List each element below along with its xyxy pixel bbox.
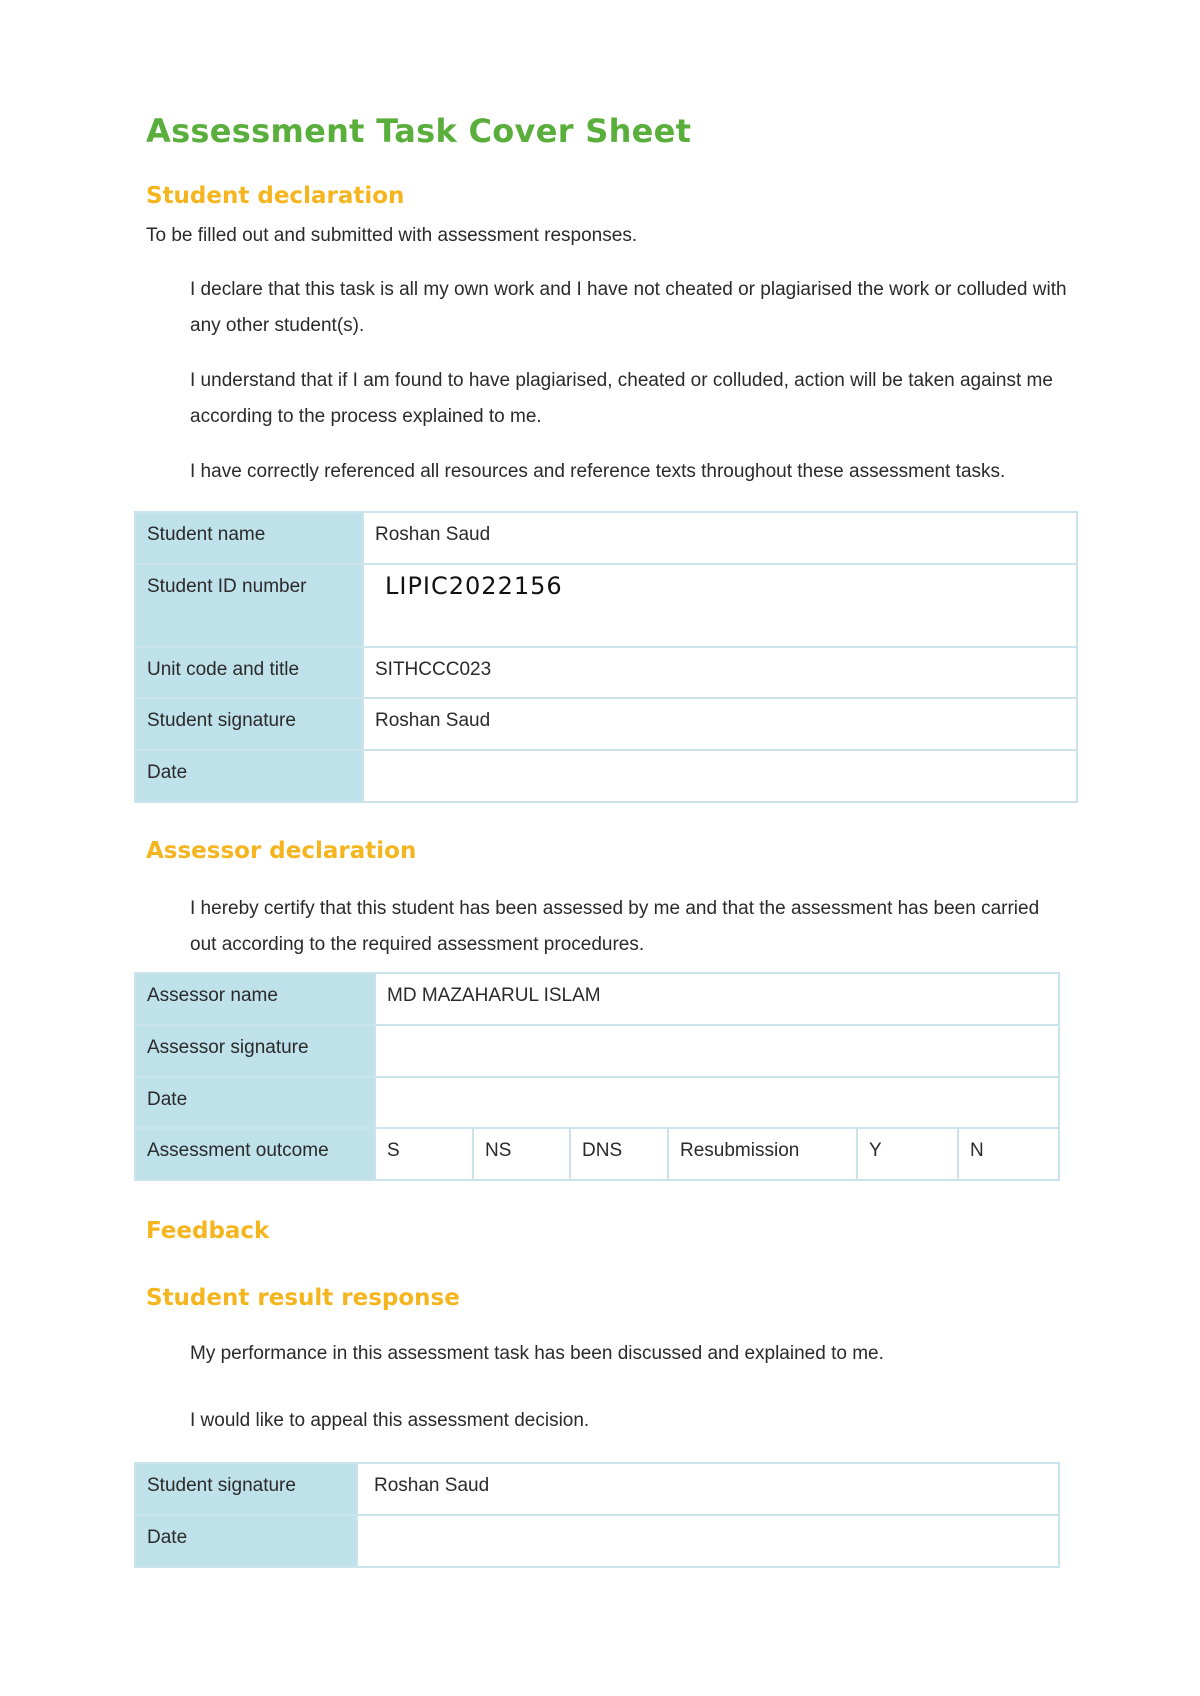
result-statement-discussed: My performance in this assessment task has been discussed and explained to me. — [190, 1343, 884, 1364]
response-date-label: Date — [135, 1515, 357, 1567]
response-date-row — [135, 1515, 1059, 1567]
assessor-details-table — [134, 972, 1060, 1181]
student-result-response-heading: Student result response — [146, 1285, 460, 1311]
response-signature-row — [135, 1463, 1059, 1515]
outcome-option-dns[interactable]: DNS — [570, 1128, 668, 1180]
student-details-table — [134, 511, 1078, 803]
student-signature-row — [135, 698, 1077, 750]
assessment-outcome-row — [135, 1128, 1059, 1180]
student-signature-label: Student signature — [135, 698, 363, 750]
student-declaration-heading: Student declaration — [146, 183, 405, 209]
declaration-statement-plagiarism: I understand that if I am found to have plagiarised, cheated or colluded, action will be taken against me according to the process explained to me. — [190, 370, 1053, 427]
student-id-row — [135, 564, 1077, 647]
declaration-statement-own-work: I declare that this task is all my own work and I have not cheated or plagiarised the work or colluded with any other student(s). — [190, 279, 1067, 336]
student-signature-field[interactable]: Roshan Saud — [363, 698, 1077, 750]
student-id-label: Student ID number — [135, 564, 363, 647]
student-name-label: Student name — [135, 512, 363, 564]
student-name-row — [135, 512, 1077, 564]
assessor-date-field[interactable] — [375, 1077, 1059, 1128]
assessment-outcome-label: Assessment outcome — [135, 1128, 375, 1180]
assessor-statement: I hereby certify that this student has been assessed by me and that the assessment has been carried out according to the required assessment procedures. — [190, 898, 1040, 955]
student-declaration-intro: To be filled out and submitted with assessment responses. — [146, 225, 638, 246]
unit-row — [135, 647, 1077, 698]
student-date-label: Date — [135, 750, 363, 802]
declaration-statement-referencing: I have correctly referenced all resources and reference texts throughout these assessment tasks. — [190, 461, 1006, 482]
assessor-declaration-heading: Assessor declaration — [146, 838, 417, 864]
student-response-table — [134, 1462, 1060, 1568]
assessor-name-field[interactable]: MD MAZAHARUL ISLAM — [375, 973, 1059, 1025]
outcome-option-ns[interactable]: NS — [473, 1128, 570, 1180]
student-id-value: LIPIC2022156 — [385, 572, 563, 600]
student-id-field[interactable] — [363, 564, 1077, 647]
student-date-row — [135, 750, 1077, 802]
unit-code-field[interactable]: SITHCCC023 — [363, 647, 1077, 698]
assessor-name-label: Assessor name — [135, 973, 375, 1025]
result-statement-appeal: I would like to appeal this assessment decision. — [190, 1410, 590, 1431]
assessor-signature-label: Assessor signature — [135, 1025, 375, 1077]
assessor-name-row — [135, 973, 1059, 1025]
response-signature-field[interactable]: Roshan Saud — [357, 1463, 1059, 1515]
assessor-signature-row — [135, 1025, 1059, 1077]
resubmission-option-n[interactable]: N — [958, 1128, 1059, 1180]
resubmission-option-y[interactable]: Y — [857, 1128, 958, 1180]
unit-code-label: Unit code and title — [135, 647, 363, 698]
page-title: Assessment Task Cover Sheet — [146, 112, 692, 150]
response-date-field[interactable] — [357, 1515, 1059, 1567]
feedback-heading: Feedback — [146, 1218, 270, 1244]
student-name-field[interactable]: Roshan Saud — [363, 512, 1077, 564]
response-signature-label: Student signature — [135, 1463, 357, 1515]
assessor-date-row — [135, 1077, 1059, 1128]
student-date-field[interactable] — [363, 750, 1077, 802]
outcome-option-s[interactable]: S — [375, 1128, 473, 1180]
resubmission-label: Resubmission — [668, 1128, 857, 1180]
assessor-date-label: Date — [135, 1077, 375, 1128]
assessor-signature-field[interactable] — [375, 1025, 1059, 1077]
